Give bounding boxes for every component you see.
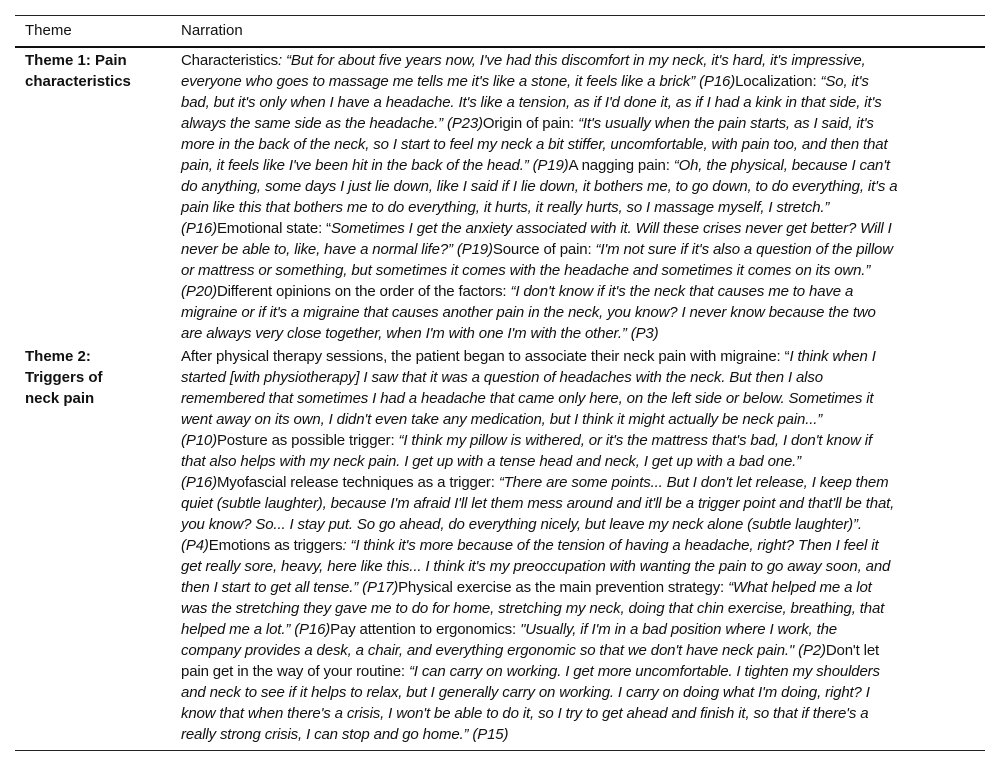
narration-line xyxy=(181,239,959,260)
narration-cell xyxy=(181,50,959,344)
narration-text: Localization: xyxy=(735,73,821,90)
narration-line xyxy=(181,409,959,430)
quote-text: “I don't know if it's the neck that causes me to have a xyxy=(510,283,854,300)
quote-text: was the stretching they gave me to do for home, stretching my neck, doing that chin exercise, breathing, that xyxy=(181,600,885,617)
narration-text: Pay attention to ergonomics: xyxy=(330,621,521,638)
quote-text: (P20) xyxy=(181,283,217,300)
narration-line xyxy=(181,682,959,703)
narration-line xyxy=(181,155,959,176)
narration-text: pain get in the way of your routine: xyxy=(181,663,409,680)
quote-text: (P10) xyxy=(181,432,217,449)
quote-text: "Usually, if I'm in a bad position where I work, the xyxy=(520,621,837,638)
narration-line xyxy=(181,619,959,640)
theme-line: neck pain xyxy=(25,390,95,407)
quote-text: then I start to get all tense.” (P17) xyxy=(181,579,399,596)
narration-line xyxy=(181,218,959,239)
theme-cell xyxy=(25,346,155,409)
quote-text: company provides a desk, a chair, and everything ergonomic so that we don't have neck pain." (P2) xyxy=(181,642,826,659)
quote-text: migraine or if it's a migraine that causes another pain in the neck, you know? I never know because the two xyxy=(181,304,876,321)
quote-text: I think when I xyxy=(789,348,876,365)
narration-line xyxy=(181,472,959,493)
theme-line: Theme 2: xyxy=(25,348,91,365)
narration-line xyxy=(181,302,959,323)
theme-line: characteristics xyxy=(25,73,131,90)
quote-text: “I think my pillow is withered, or it's the mattress that's bad, I don't know if xyxy=(398,432,872,449)
narration-line xyxy=(181,71,959,92)
theme-cell xyxy=(25,50,155,92)
narration-text: Emotions as triggers xyxy=(208,537,343,554)
narration-text: Physical exercise as the main prevention strategy: xyxy=(398,579,729,596)
quote-text: “Oh, the physical, because I can't xyxy=(673,157,890,174)
quote-text: helped me a lot.” (P16) xyxy=(181,621,331,638)
narration-line xyxy=(181,451,959,472)
narration-line xyxy=(181,703,959,724)
narration-line xyxy=(181,134,959,155)
narration-line xyxy=(181,514,959,535)
quote-text: (P16) xyxy=(181,474,217,491)
quote-text: more in the back of the neck, so I start to feel my neck a bit stiffer, uncomfortable, with pain too, and then that xyxy=(181,136,888,153)
quote-text: know that when there's a crisis, I won't be able to do it, so I try to get ahead and finish it, so that if there's a xyxy=(181,705,869,722)
quote-text: pain like this that bothers me to do everything, it hurts, it really hurts, so I massage myself, I stretch.” xyxy=(181,199,830,216)
narration-line xyxy=(181,556,959,577)
narration-line xyxy=(181,577,959,598)
header-theme: Theme xyxy=(25,22,72,39)
narration-line xyxy=(181,493,959,514)
header-rule xyxy=(15,46,985,48)
quote-text: that also helps with my neck pain. I get up with a tense head and neck, I get up with a bad one.” xyxy=(181,453,802,470)
quote-text: do anything, some days I just lie down, like I said if I lie down, it bothers me, to go down, to do everything, it's a xyxy=(181,178,898,195)
narration-line xyxy=(181,346,959,367)
quote-text: pain, it feels like I've been hit in the back of the head.” (P19) xyxy=(181,157,569,174)
narration-text: After physical therapy sessions, the patient began to associate their neck pain with migraine: “ xyxy=(181,348,790,365)
narration-text: Myofascial release techniques as a trigger: xyxy=(216,474,499,491)
narration-text: Emotional state: “ xyxy=(216,220,331,237)
narration-text: Posture as possible trigger: xyxy=(216,432,399,449)
quote-text: get really sore, heavy, here like this... I think it's my preoccupation with wanting the pain to go away soon, and xyxy=(181,558,891,575)
quote-text: and neck to see if it helps to relax, but I generally carry on working. I carry on doing what I'm doing, right? I xyxy=(181,684,870,701)
narration-cell xyxy=(181,346,959,745)
quote-text: or mattress or something, but sometimes it comes with the headache and sometimes it comes on its own.” xyxy=(181,262,871,279)
quote-text: (P16) xyxy=(181,220,217,237)
quote-text: “What helped me a lot xyxy=(728,579,872,596)
quote-text: Sometimes I get the anxiety associated with it. Will these crises never get better? Will I xyxy=(330,220,892,237)
quote-text: went away on its own, I didn't even take any medication, but I think it might actually be neck pain...” xyxy=(181,411,823,428)
table-top-rule xyxy=(15,15,985,16)
quote-text: quiet (subtle laughter), because I'm afraid I'll let them mess around and it'll be a trigger point and that'll be that, xyxy=(181,495,895,512)
narration-line xyxy=(181,92,959,113)
quote-text: everyone who goes to massage me tells me it's like a stone, it feels like a brick” (P16) xyxy=(181,73,736,90)
table-bottom-rule xyxy=(15,750,985,751)
quote-text: bad, but it's only when I have a headache. It's like a tension, as if I'd done it, as if I had a kink in that side, it's xyxy=(181,94,882,111)
narration-text: Origin of pain: xyxy=(482,115,579,132)
quote-text: are always very close together, when I'm with one I'm with the other.” (P3) xyxy=(181,325,659,342)
quote-text: “There are some points... But I don't let release, I keep them xyxy=(498,474,889,491)
narration-text: A nagging pain: xyxy=(568,157,674,174)
narration-text: Don't let xyxy=(825,642,880,659)
quote-text: always the same side as the headache.” (P23) xyxy=(181,115,483,132)
quote-text: you know? So... I stay put. So go ahead, do everything nicely, but leave my neck alone (subtle laughter)”. xyxy=(181,516,862,533)
narration-line xyxy=(181,661,959,682)
quote-text: : “I think it's more because of the tension of having a headache, right? Then I feel it xyxy=(342,537,879,554)
quote-text: really strong crisis, I can stop and go home.” (P15) xyxy=(181,726,509,743)
quote-text: “I can carry on working. I get more uncomfortable. I tighten my shoulders xyxy=(408,663,880,680)
narration-line xyxy=(181,535,959,556)
narration-line xyxy=(181,367,959,388)
quote-text: “It's usually when the pain starts, as I said, it's xyxy=(578,115,874,132)
quote-text: “So, it's xyxy=(820,73,869,90)
narration-line xyxy=(181,176,959,197)
narration-line xyxy=(181,323,959,344)
narration-text: Different opinions on the order of the factors: xyxy=(216,283,511,300)
quote-text: (P4) xyxy=(181,537,209,554)
narration-line xyxy=(181,281,959,302)
theme-line: Triggers of xyxy=(25,369,103,386)
quote-text: “I'm not sure if it's also a question of the pillow xyxy=(595,241,893,258)
narration-text: Source of pain: xyxy=(492,241,596,258)
narration-text: Characteristics xyxy=(181,52,278,69)
quote-text: : “But for about five years now, I've had this discomfort in my neck, it's hard, it's impressive, xyxy=(277,52,866,69)
narration-line xyxy=(181,50,959,71)
narration-line xyxy=(181,640,959,661)
header-narration: Narration xyxy=(181,22,243,39)
theme-line: Theme 1: Pain xyxy=(25,52,127,69)
narration-line xyxy=(181,724,959,745)
narration-line xyxy=(181,388,959,409)
quote-text: remembered that sometimes I had a headache that came only here, on the left side or below. Sometimes it xyxy=(181,390,874,407)
narration-line xyxy=(181,113,959,134)
narration-line xyxy=(181,260,959,281)
narration-line xyxy=(181,598,959,619)
narration-line xyxy=(181,197,959,218)
quote-text: started [with physiotherapy] I saw that it was a question of headaches with the neck. But then I also xyxy=(181,369,823,386)
narration-line xyxy=(181,430,959,451)
quote-text: never be able to, like, have a normal life?” (P19) xyxy=(181,241,493,258)
